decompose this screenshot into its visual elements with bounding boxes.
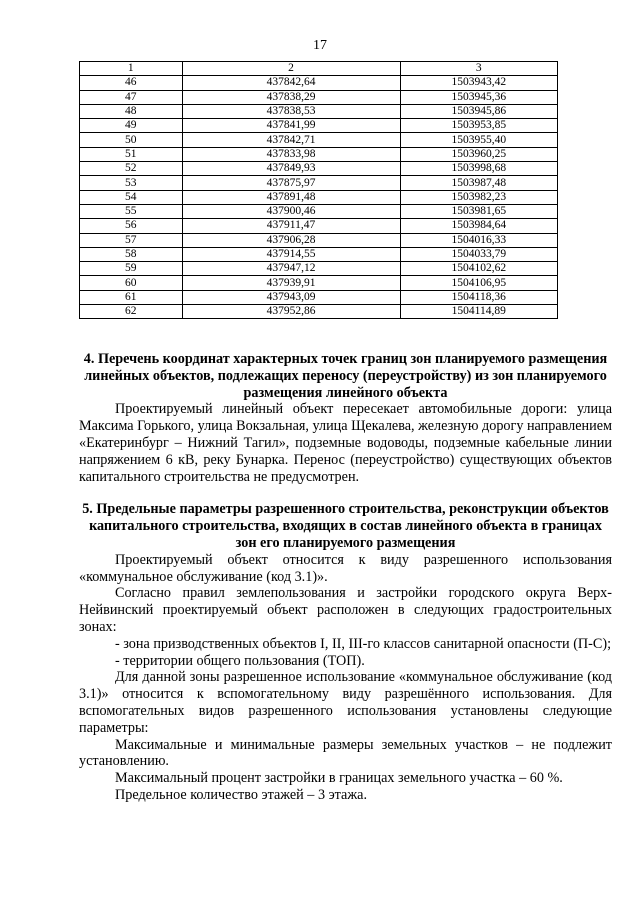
table-cell: 47	[80, 90, 183, 104]
table-cell: 437943,09	[182, 290, 400, 304]
table-cell: 61	[80, 290, 183, 304]
table-cell: 437875,97	[182, 176, 400, 190]
table-cell: 437914,55	[182, 247, 400, 261]
table-cell: 437841,99	[182, 119, 400, 133]
table-cell: 437952,86	[182, 305, 400, 319]
table-row	[80, 290, 558, 304]
coordinates-table	[79, 61, 558, 319]
table-cell: 1503955,40	[400, 133, 557, 147]
table-cell: 53	[80, 176, 183, 190]
table-cell: 1504102,62	[400, 262, 557, 276]
table-row	[80, 190, 558, 204]
table-cell: 1504106,95	[400, 276, 557, 290]
table-cell: 1503943,42	[400, 76, 557, 90]
table-cell: 59	[80, 262, 183, 276]
table-cell: 437911,47	[182, 219, 400, 233]
table-cell: 437838,53	[182, 104, 400, 118]
table-cell: 1503981,65	[400, 204, 557, 218]
table-row	[80, 262, 558, 276]
table-row	[80, 233, 558, 247]
page-number: 17	[313, 38, 327, 53]
table-cell: 52	[80, 162, 183, 176]
table-row	[80, 204, 558, 218]
table-row	[80, 176, 558, 190]
table-cell: 62	[80, 305, 183, 319]
table-cell: 1503960,25	[400, 147, 557, 161]
table-cell: 48	[80, 104, 183, 118]
section-5-paragraph-3: Для данной зоны разрешенное использование «коммунальное обслуживание (код 3.1)» относится к вспомогательному виду разрешённого использования. Для вспомогательных видов разрешенного использования установлены следующие параметры:	[79, 669, 612, 736]
table-cell: 49	[80, 119, 183, 133]
table-cell: 1503984,64	[400, 219, 557, 233]
table-row	[80, 119, 558, 133]
section-5-bullet-1: - зона призводственных объектов I, II, III-го классов санитарной опасности (П-С);	[115, 635, 612, 652]
table-cell: 1504114,89	[400, 305, 557, 319]
table-cell: 55	[80, 204, 183, 218]
table-cell: 1503982,23	[400, 190, 557, 204]
table-cell: 437842,71	[182, 133, 400, 147]
table-row	[80, 90, 558, 104]
section-4-heading: 4. Перечень координат характерных точек границ зон планируемого размещения линейных объектов, подлежащих переносу (переустройству) из зон планируемого размещения линейного объекта	[83, 351, 608, 401]
table-cell: 437891,48	[182, 190, 400, 204]
table-row	[80, 104, 558, 118]
table-cell: 1503953,85	[400, 119, 557, 133]
table-cell: 437849,93	[182, 162, 400, 176]
table-cell: 437900,46	[182, 204, 400, 218]
document-body	[79, 351, 612, 804]
table-row	[80, 247, 558, 261]
section-5-heading: 5. Предельные параметры разрешенного строительства, реконструкции объектов капитального строительства, входящих в состав линейного объекта в границах зон его планируемого размещения	[82, 501, 609, 551]
table-cell: 54	[80, 190, 183, 204]
table-row	[80, 276, 558, 290]
table-cell: 1503945,86	[400, 104, 557, 118]
section-5-paragraph-1: Проектируемый объект относится к виду разрешенного использования «коммунальное обслуживание (код 3.1)».	[79, 551, 612, 585]
table-cell: 437947,12	[182, 262, 400, 276]
table-cell: 46	[80, 76, 183, 90]
section-4-paragraph: Проектируемый линейный объект пересекает автомобильные дороги: улица Максима Горького, улица Вокзальная, улица Щекалева, железную дорогу направлением «Екатеринбург – Нижний Тагил», подземные водоводы, подземные кабельные линии напряжением 6 кВ, реку Бунарка. Перенос (переустройство) существующих объектов капитального строительства не предусмотрен.	[79, 401, 612, 485]
table-cell: 437906,28	[182, 233, 400, 247]
table-row	[80, 133, 558, 147]
table-cell: 58	[80, 247, 183, 261]
table-cell: 1504033,79	[400, 247, 557, 261]
table-cell: 437838,29	[182, 90, 400, 104]
section-5-bullet-2: - территории общего пользования (ТОП).	[115, 652, 365, 669]
table-cell: 60	[80, 276, 183, 290]
table-cell: 1503987,48	[400, 176, 557, 190]
table-cell: 1504118,36	[400, 290, 557, 304]
table-header-row	[80, 62, 558, 76]
table-cell: 56	[80, 219, 183, 233]
section-5-paragraph-4: Максимальные и минимальные размеры земельных участков – не подлежит установлению.	[79, 736, 612, 770]
table-cell: 1503998,68	[400, 162, 557, 176]
table-cell: 50	[80, 133, 183, 147]
table-cell: 51	[80, 147, 183, 161]
table-row	[80, 147, 558, 161]
table-cell: 437939,91	[182, 276, 400, 290]
section-5-paragraph-2: Согласно правил землепользования и застройки городского округа Верх-Нейвинский проектируемый объект расположен в следующих градостроительных зонах:	[79, 585, 612, 635]
table-header-cell: 1	[80, 62, 183, 76]
table-cell: 1504016,33	[400, 233, 557, 247]
table-row	[80, 305, 558, 319]
table-row	[80, 162, 558, 176]
table-cell: 1503945,36	[400, 90, 557, 104]
table-row	[80, 219, 558, 233]
table-cell: 57	[80, 233, 183, 247]
section-5-paragraph-6: Предельное количество этажей – 3 этажа.	[115, 786, 367, 803]
table-row	[80, 76, 558, 90]
table-cell: 437833,98	[182, 147, 400, 161]
table-header-cell: 2	[182, 62, 400, 76]
table-header-cell: 3	[400, 62, 557, 76]
table-cell: 437842,64	[182, 76, 400, 90]
section-5-paragraph-5: Максимальный процент застройки в границах земельного участка – 60 %.	[115, 770, 563, 787]
